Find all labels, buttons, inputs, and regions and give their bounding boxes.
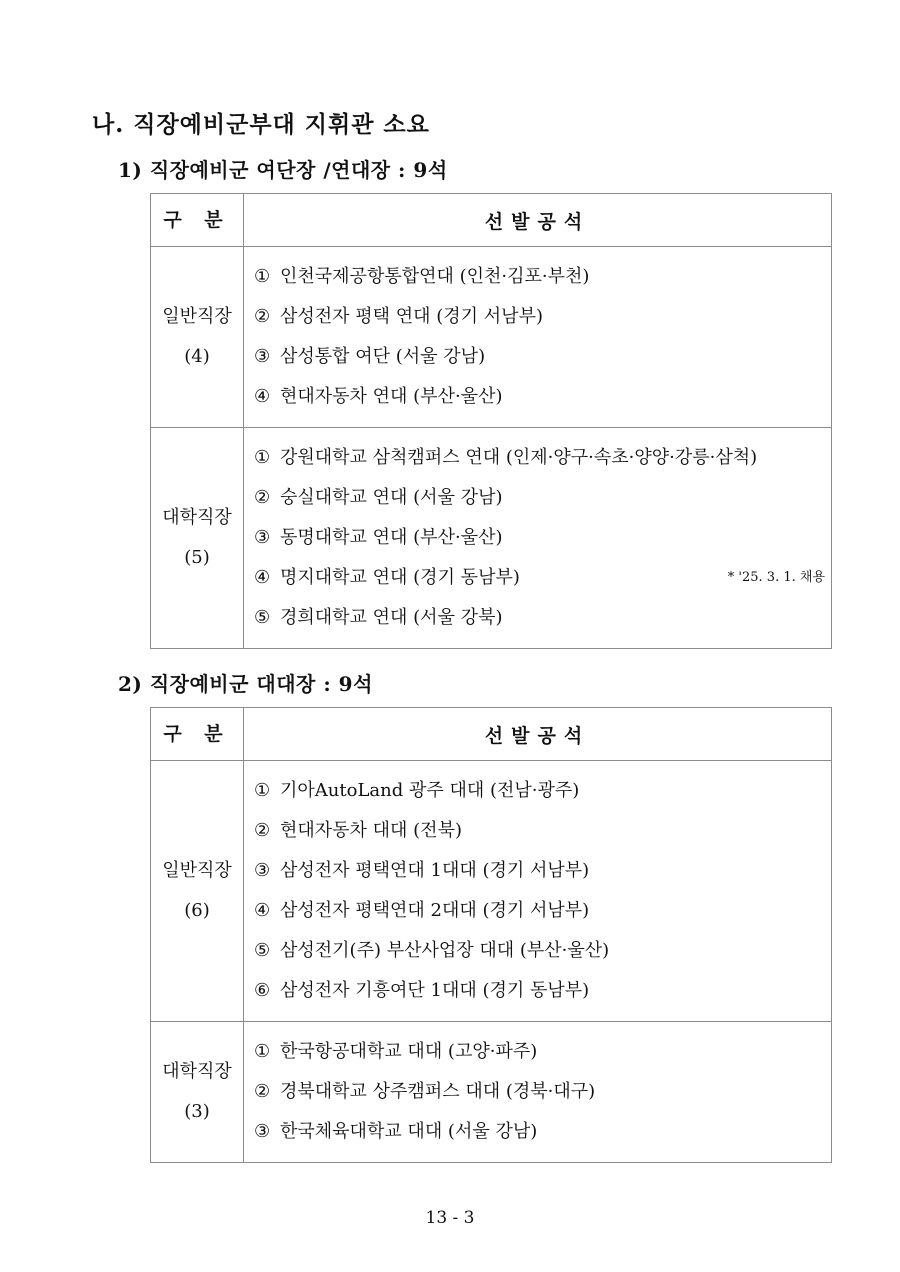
item-number: ② (254, 1081, 271, 1102)
item-text: 인천국제공항통합연대 (인천·김포·부천) (280, 266, 590, 287)
list-item (254, 1032, 831, 1072)
table-brigade-regiment-commanders (150, 193, 832, 649)
item-text: 기아AutoLand 광주 대대 (전남·광주) (280, 780, 580, 801)
item-number: ④ (254, 900, 271, 921)
header-vacancies: 선발공석 (244, 708, 832, 761)
category-label: 일반직장 (162, 306, 232, 327)
header-vacancies: 선발공석 (244, 194, 832, 247)
item-number: ④ (254, 567, 271, 588)
category-label: 일반직장 (162, 860, 232, 881)
category-cell (151, 247, 244, 428)
item-text: 한국항공대학교 대대 (고양·파주) (280, 1041, 538, 1062)
list-item (254, 518, 831, 558)
table-row (151, 247, 832, 428)
list-item (254, 598, 831, 638)
list-item (254, 851, 831, 891)
list-item (254, 1112, 831, 1152)
hiring-note: * '25. 3. 1. 채용 (727, 570, 825, 585)
list-item (254, 771, 831, 811)
table-row (151, 761, 832, 1022)
list-item (254, 811, 831, 851)
item-text: 삼성전자 평택 연대 (경기 서남부) (280, 306, 543, 327)
table-header-row (151, 708, 832, 761)
item-number: ⑤ (254, 940, 271, 961)
category-count: (4) (184, 346, 210, 367)
item-number: ③ (254, 527, 271, 548)
item-text: 명지대학교 연대 (경기 동남부) (280, 567, 520, 588)
item-number: ③ (254, 346, 271, 367)
list-item (254, 891, 831, 931)
item-text: 삼성전자 평택연대 2대대 (경기 서남부) (280, 900, 590, 921)
vacancy-list (244, 761, 832, 1022)
item-text: 삼성통합 여단 (서울 강남) (280, 346, 486, 367)
list-item (254, 1072, 831, 1112)
category-cell (151, 1022, 244, 1163)
list-item (254, 377, 831, 417)
subsection-title-1: 1) 직장예비군 여단장 /연대장 : 9석 (118, 158, 448, 182)
list-item (254, 931, 831, 971)
item-number: ② (254, 820, 271, 841)
list-item (254, 478, 831, 518)
list-item (254, 971, 831, 1011)
table-row (151, 1022, 832, 1163)
item-number: ① (254, 266, 271, 287)
vacancy-list (244, 1022, 832, 1163)
item-number: ② (254, 487, 271, 508)
item-text: 삼성전자 기흥여단 1대대 (경기 동남부) (280, 980, 590, 1001)
category-count: (6) (184, 900, 210, 921)
vacancy-list (244, 428, 832, 649)
list-item (254, 337, 831, 377)
list-item (254, 438, 831, 478)
item-number: ③ (254, 1121, 271, 1142)
item-number: ③ (254, 860, 271, 881)
item-number: ① (254, 447, 271, 468)
item-text: 강원대학교 삼척캠퍼스 연대 (인제·양구·속초·양양·강릉·삼척) (280, 447, 758, 468)
table-battalion-commanders (150, 707, 832, 1163)
table-row (151, 428, 832, 649)
item-number: ⑥ (254, 980, 271, 1001)
category-count: (3) (184, 1101, 210, 1122)
item-number: ① (254, 780, 271, 801)
item-text: 숭실대학교 연대 (서울 강남) (280, 487, 503, 508)
section-title: 나. 직장예비군부대 지휘관 소요 (92, 111, 430, 138)
page-number: 13 - 3 (425, 1208, 475, 1228)
category-cell (151, 428, 244, 649)
item-number: ④ (254, 386, 271, 407)
item-text: 현대자동차 대대 (전북) (280, 820, 462, 841)
list-item (254, 558, 831, 598)
item-text: 경희대학교 연대 (서울 강북) (280, 607, 503, 628)
item-text: 삼성전기(주) 부산사업장 대대 (부산·울산) (280, 940, 610, 961)
header-category: 구 분 (151, 194, 244, 247)
category-cell (151, 761, 244, 1022)
item-text: 삼성전자 평택연대 1대대 (경기 서남부) (280, 860, 590, 881)
list-item (254, 297, 831, 337)
list-item (254, 257, 831, 297)
item-number: ① (254, 1041, 271, 1062)
vacancy-list (244, 247, 832, 428)
header-category: 구 분 (151, 708, 244, 761)
item-number: ⑤ (254, 607, 271, 628)
category-label: 대학직장 (162, 507, 232, 528)
item-text: 현대자동차 연대 (부산·울산) (280, 386, 503, 407)
table-header-row (151, 194, 832, 247)
subsection-title-2: 2) 직장예비군 대대장 : 9석 (118, 672, 373, 696)
item-text: 경북대학교 상주캠퍼스 대대 (경북·대구) (280, 1081, 596, 1102)
item-text: 한국체육대학교 대대 (서울 강남) (280, 1121, 538, 1142)
category-count: (5) (184, 547, 210, 568)
category-label: 대학직장 (162, 1061, 232, 1082)
item-number: ② (254, 306, 271, 327)
item-text: 동명대학교 연대 (부산·울산) (280, 527, 503, 548)
